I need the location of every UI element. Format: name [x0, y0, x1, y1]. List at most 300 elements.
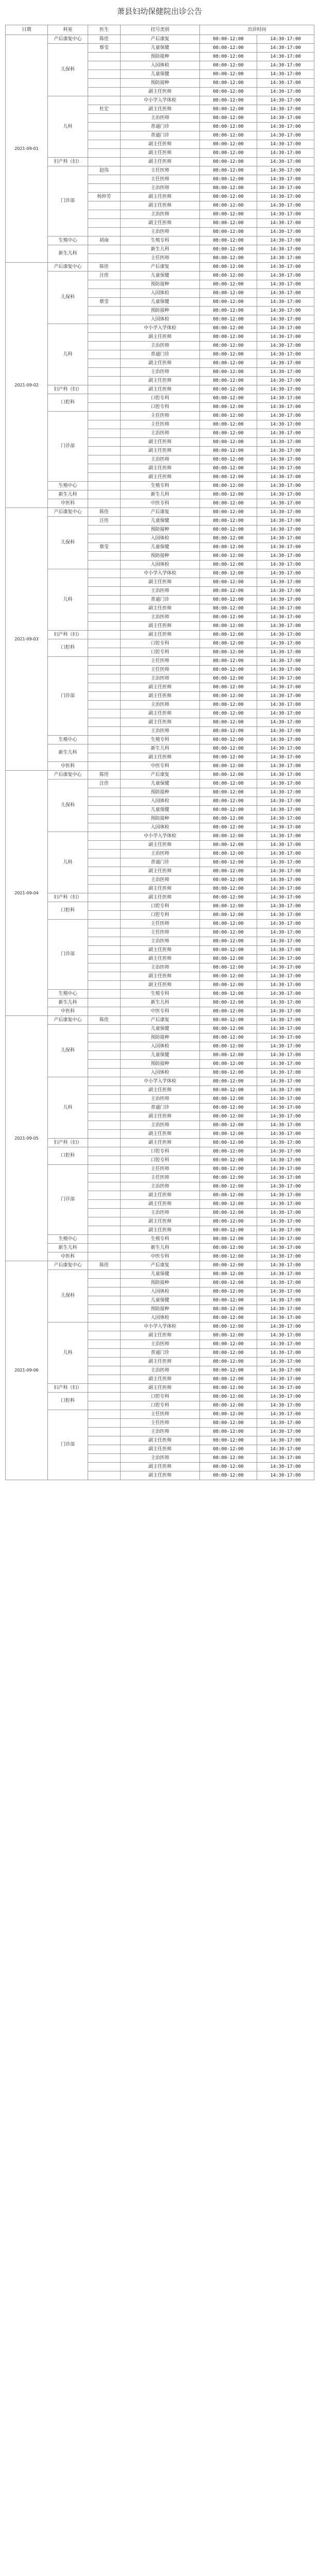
doctor-cell — [88, 1217, 121, 1226]
pm-time-cell: 14:30-17:00 — [257, 245, 314, 254]
type-cell: 主治医师 — [121, 368, 200, 377]
doctor-cell — [88, 1384, 121, 1393]
pm-time-cell: 14:30-17:00 — [257, 1191, 314, 1200]
doctor-cell — [88, 666, 121, 674]
pm-time-cell: 14:30-17:00 — [257, 1471, 314, 1480]
am-time-cell: 08:00-12:00 — [200, 1007, 257, 1016]
doctor-cell — [88, 377, 121, 385]
am-time-cell: 08:00-12:00 — [200, 709, 257, 718]
doctor-cell — [88, 61, 121, 70]
header-date: 日期 — [6, 25, 48, 35]
pm-time-cell: 14:30-17:00 — [257, 1025, 314, 1033]
table-row — [6, 490, 314, 499]
doctor-cell — [88, 175, 121, 184]
page-title: 萧县妇幼保健院出诊公告 — [116, 7, 202, 16]
table-row — [6, 245, 314, 254]
pm-time-cell: 14:30-17:00 — [257, 631, 314, 639]
pm-time-cell: 14:30-17:00 — [257, 1463, 314, 1471]
doctor-cell — [88, 1033, 121, 1042]
am-time-cell: 08:00-12:00 — [200, 762, 257, 771]
am-time-cell: 08:00-12:00 — [200, 1104, 257, 1112]
doctor-cell — [88, 587, 121, 596]
table-row — [6, 893, 314, 902]
pm-time-cell: 14:30-17:00 — [257, 324, 314, 333]
doctor-cell — [88, 342, 121, 350]
type-cell: 副主任医师 — [121, 219, 200, 228]
type-cell: 预防接种 — [121, 552, 200, 561]
table-row — [6, 1393, 314, 1401]
am-time-cell: 08:00-12:00 — [200, 289, 257, 298]
table-row — [6, 1007, 314, 1016]
am-time-cell: 08:00-12:00 — [200, 1182, 257, 1191]
dept-cell: 中医科 — [48, 762, 88, 771]
pm-time-cell: 14:30-17:00 — [257, 1174, 314, 1182]
doctor-cell — [88, 1401, 121, 1410]
type-cell: 副主任医师 — [121, 1384, 200, 1393]
am-time-cell: 08:00-12:00 — [200, 517, 257, 526]
type-cell: 主治医师 — [121, 850, 200, 858]
type-cell: 副主任医师 — [121, 464, 200, 473]
dept-cell: 儿科 — [48, 1077, 88, 1139]
am-time-cell: 08:00-12:00 — [200, 499, 257, 508]
type-cell: 儿童保健 — [121, 1270, 200, 1279]
pm-time-cell: 14:30-17:00 — [257, 298, 314, 307]
doctor-cell — [88, 753, 121, 762]
type-cell: 主任医师 — [121, 1165, 200, 1174]
am-time-cell: 08:00-12:00 — [200, 998, 257, 1007]
pm-time-cell: 14:30-17:00 — [257, 412, 314, 420]
dept-cell: 口腔科 — [48, 1147, 88, 1165]
doctor-cell — [88, 359, 121, 368]
doctor-cell — [88, 1007, 121, 1016]
am-time-cell: 08:00-12:00 — [200, 236, 257, 245]
dept-cell: 门诊部 — [48, 412, 88, 482]
type-cell: 副主任医师 — [121, 709, 200, 718]
table-row — [6, 324, 314, 333]
doctor-cell — [88, 1428, 121, 1436]
pm-time-cell: 14:30-17:00 — [257, 797, 314, 806]
pm-time-cell: 14:30-17:00 — [257, 534, 314, 543]
table-row — [6, 1235, 314, 1244]
type-cell: 主治医师 — [121, 342, 200, 350]
doctor-cell — [88, 307, 121, 315]
pm-time-cell: 14:30-17:00 — [257, 473, 314, 482]
am-time-cell: 08:00-12:00 — [200, 771, 257, 779]
pm-time-cell: 14:30-17:00 — [257, 1349, 314, 1358]
am-time-cell: 08:00-12:00 — [200, 1077, 257, 1086]
doctor-cell — [88, 604, 121, 613]
am-time-cell: 08:00-12:00 — [200, 1069, 257, 1077]
doctor-cell — [88, 79, 121, 88]
doctor-cell — [88, 762, 121, 771]
pm-time-cell: 14:30-17:00 — [257, 385, 314, 394]
am-time-cell: 08:00-12:00 — [200, 1349, 257, 1358]
pm-time-cell: 14:30-17:00 — [257, 832, 314, 841]
table-row — [6, 96, 314, 105]
table-row — [6, 1244, 314, 1252]
am-time-cell: 08:00-12:00 — [200, 245, 257, 254]
am-time-cell: 08:00-12:00 — [200, 639, 257, 648]
type-cell: 副主任医师 — [121, 1217, 200, 1226]
dept-cell: 新生儿科 — [48, 490, 88, 499]
pm-time-cell: 14:30-17:00 — [257, 289, 314, 298]
doctor-cell: 汪佳 — [88, 272, 121, 280]
type-cell: 主任医师 — [121, 420, 200, 429]
doctor-cell — [88, 657, 121, 666]
doctor-cell — [88, 1112, 121, 1121]
am-time-cell: 08:00-12:00 — [200, 823, 257, 832]
doctor-cell — [88, 1165, 121, 1174]
doctor-cell — [88, 1279, 121, 1287]
pm-time-cell: 14:30-17:00 — [257, 815, 314, 823]
pm-time-cell: 14:30-17:00 — [257, 1331, 314, 1340]
pm-time-cell: 14:30-17:00 — [257, 1069, 314, 1077]
am-time-cell: 08:00-12:00 — [200, 946, 257, 955]
doctor-cell: 陈佳 — [88, 1261, 121, 1270]
am-time-cell: 08:00-12:00 — [200, 158, 257, 166]
doctor-cell — [88, 990, 121, 998]
doctor-cell: 陈佳 — [88, 35, 121, 44]
pm-time-cell: 14:30-17:00 — [257, 342, 314, 350]
pm-time-cell: 14:30-17:00 — [257, 359, 314, 368]
am-time-cell: 08:00-12:00 — [200, 806, 257, 815]
am-time-cell: 08:00-12:00 — [200, 1156, 257, 1165]
dept-cell: 妇产科（妇） — [48, 385, 88, 394]
am-time-cell: 08:00-12:00 — [200, 1445, 257, 1454]
am-time-cell: 08:00-12:00 — [200, 1471, 257, 1480]
type-cell: 副主任医师 — [121, 692, 200, 701]
table-row — [6, 762, 314, 771]
pm-time-cell: 14:30-17:00 — [257, 263, 314, 272]
am-time-cell: 08:00-12:00 — [200, 61, 257, 70]
table-row — [6, 35, 314, 44]
type-cell: 入园体检 — [121, 1314, 200, 1323]
doctor-cell — [88, 701, 121, 709]
pm-time-cell: 14:30-17:00 — [257, 963, 314, 972]
pm-time-cell: 14:30-17:00 — [257, 114, 314, 123]
am-time-cell: 08:00-12:00 — [200, 1244, 257, 1252]
type-cell: 生殖专科 — [121, 1235, 200, 1244]
type-cell: 新生儿科 — [121, 490, 200, 499]
type-cell: 预防接种 — [121, 526, 200, 534]
pm-time-cell: 14:30-17:00 — [257, 841, 314, 850]
dept-cell: 妇产科（妇） — [48, 893, 88, 902]
pm-time-cell: 14:30-17:00 — [257, 140, 314, 149]
dept-cell: 儿科 — [48, 832, 88, 893]
pm-time-cell: 14:30-17:00 — [257, 727, 314, 736]
dept-cell: 新生儿科 — [48, 744, 88, 762]
table-row — [6, 1252, 314, 1261]
pm-time-cell: 14:30-17:00 — [257, 517, 314, 526]
type-cell: 副主任医师 — [121, 88, 200, 96]
pm-time-cell: 14:30-17:00 — [257, 920, 314, 928]
doctor-cell — [88, 1156, 121, 1165]
am-time-cell: 08:00-12:00 — [200, 613, 257, 622]
doctor-cell — [88, 1375, 121, 1384]
type-cell: 主治医师 — [121, 937, 200, 946]
am-time-cell: 08:00-12:00 — [200, 552, 257, 561]
type-cell: 中医专科 — [121, 762, 200, 771]
table-row — [6, 639, 314, 648]
pm-time-cell: 14:30-17:00 — [257, 1287, 314, 1296]
type-cell: 主任医师 — [121, 175, 200, 184]
type-cell: 主治医师 — [121, 1454, 200, 1463]
type-cell: 副主任医师 — [121, 1112, 200, 1121]
doctor-cell — [88, 1200, 121, 1209]
doctor-cell — [88, 998, 121, 1007]
type-cell: 产后康复 — [121, 771, 200, 779]
type-cell: 口腔专科 — [121, 1393, 200, 1401]
doctor-cell — [88, 858, 121, 867]
table-row — [6, 920, 314, 928]
pm-time-cell: 14:30-17:00 — [257, 543, 314, 552]
doctor-cell — [88, 1130, 121, 1139]
type-cell: 入园体检 — [121, 823, 200, 832]
doctor-cell — [88, 96, 121, 105]
type-cell: 副主任医师 — [121, 1331, 200, 1340]
am-time-cell: 08:00-12:00 — [200, 447, 257, 455]
type-cell: 副主任医师 — [121, 718, 200, 727]
type-cell: 副主任医师 — [121, 1436, 200, 1445]
am-time-cell: 08:00-12:00 — [200, 631, 257, 639]
pm-time-cell: 14:30-17:00 — [257, 753, 314, 762]
dept-cell: 儿保科 — [48, 1025, 88, 1077]
type-cell: 中医专科 — [121, 499, 200, 508]
am-time-cell: 08:00-12:00 — [200, 561, 257, 569]
pm-time-cell: 14:30-17:00 — [257, 1393, 314, 1401]
am-time-cell: 08:00-12:00 — [200, 788, 257, 797]
am-time-cell: 08:00-12:00 — [200, 604, 257, 613]
am-time-cell: 08:00-12:00 — [200, 972, 257, 981]
table-row — [6, 517, 314, 526]
type-cell: 普通门诊 — [121, 123, 200, 131]
dept-cell: 生殖中心 — [48, 236, 88, 245]
pm-time-cell: 14:30-17:00 — [257, 1244, 314, 1252]
pm-time-cell: 14:30-17:00 — [257, 613, 314, 622]
type-cell: 中小学入学体检 — [121, 1077, 200, 1086]
pm-time-cell: 14:30-17:00 — [257, 779, 314, 788]
am-time-cell: 08:00-12:00 — [200, 587, 257, 596]
type-cell: 预防接种 — [121, 1305, 200, 1314]
dept-cell: 新生儿科 — [48, 1244, 88, 1252]
pm-time-cell: 14:30-17:00 — [257, 806, 314, 815]
am-time-cell: 08:00-12:00 — [200, 744, 257, 753]
doctor-cell — [88, 596, 121, 604]
pm-time-cell: 14:30-17:00 — [257, 771, 314, 779]
type-cell: 生殖专科 — [121, 990, 200, 998]
doctor-cell — [88, 114, 121, 123]
pm-time-cell: 14:30-17:00 — [257, 61, 314, 70]
type-cell: 副主任医师 — [121, 604, 200, 613]
doctor-cell: 汪佳 — [88, 517, 121, 526]
doctor-cell: 蔡莹 — [88, 44, 121, 53]
am-time-cell: 08:00-12:00 — [200, 1270, 257, 1279]
am-time-cell: 08:00-12:00 — [200, 596, 257, 604]
pm-time-cell: 14:30-17:00 — [257, 201, 314, 210]
doctor-cell — [88, 324, 121, 333]
type-cell: 副主任医师 — [121, 1358, 200, 1366]
type-cell: 预防接种 — [121, 79, 200, 88]
dept-cell: 口腔科 — [48, 1393, 88, 1410]
doctor-cell — [88, 963, 121, 972]
doctor-cell — [88, 1191, 121, 1200]
pm-time-cell: 14:30-17:00 — [257, 1226, 314, 1235]
type-cell: 副主任医师 — [121, 1086, 200, 1095]
pm-time-cell: 14:30-17:00 — [257, 1147, 314, 1156]
pm-time-cell: 14:30-17:00 — [257, 254, 314, 263]
doctor-cell — [88, 885, 121, 893]
pm-time-cell: 14:30-17:00 — [257, 499, 314, 508]
am-time-cell: 08:00-12:00 — [200, 578, 257, 587]
doctor-cell — [88, 245, 121, 254]
am-time-cell: 08:00-12:00 — [200, 666, 257, 674]
type-cell: 副主任医师 — [121, 578, 200, 587]
pm-time-cell: 14:30-17:00 — [257, 981, 314, 990]
pm-time-cell: 14:30-17:00 — [257, 1060, 314, 1069]
dept-cell: 儿科 — [48, 96, 88, 158]
pm-time-cell: 14:30-17:00 — [257, 307, 314, 315]
doctor-cell — [88, 692, 121, 701]
am-time-cell: 08:00-12:00 — [200, 263, 257, 272]
doctor-cell — [88, 1095, 121, 1104]
pm-time-cell: 14:30-17:00 — [257, 946, 314, 955]
am-time-cell: 08:00-12:00 — [200, 254, 257, 263]
type-cell: 产后康复 — [121, 508, 200, 517]
pm-time-cell: 14:30-17:00 — [257, 1410, 314, 1419]
type-cell: 儿童保健 — [121, 779, 200, 788]
pm-time-cell: 14:30-17:00 — [257, 1270, 314, 1279]
type-cell: 中小学入学体检 — [121, 832, 200, 841]
am-time-cell: 08:00-12:00 — [200, 893, 257, 902]
doctor-cell — [88, 490, 121, 499]
dept-cell: 口腔科 — [48, 902, 88, 920]
pm-time-cell: 14:30-17:00 — [257, 850, 314, 858]
pm-time-cell: 14:30-17:00 — [257, 88, 314, 96]
type-cell: 口腔专科 — [121, 1401, 200, 1410]
am-time-cell: 08:00-12:00 — [200, 438, 257, 447]
date-cell: 2021-09-03 — [6, 508, 48, 771]
am-time-cell: 08:00-12:00 — [200, 1296, 257, 1305]
doctor-cell — [88, 893, 121, 902]
table-row — [6, 736, 314, 744]
am-time-cell: 08:00-12:00 — [200, 1401, 257, 1410]
am-time-cell: 08:00-12:00 — [200, 1235, 257, 1244]
table-row — [6, 236, 314, 245]
pm-time-cell: 14:30-17:00 — [257, 438, 314, 447]
doctor-cell — [88, 788, 121, 797]
pm-time-cell: 14:30-17:00 — [257, 368, 314, 377]
pm-time-cell: 14:30-17:00 — [257, 823, 314, 832]
type-cell: 副主任医师 — [121, 841, 200, 850]
am-time-cell: 08:00-12:00 — [200, 990, 257, 998]
type-cell: 中小学入学体检 — [121, 324, 200, 333]
pm-time-cell: 14:30-17:00 — [257, 1130, 314, 1139]
table-row — [6, 1077, 314, 1086]
pm-time-cell: 14:30-17:00 — [257, 639, 314, 648]
pm-time-cell: 14:30-17:00 — [257, 1279, 314, 1287]
doctor-cell: 陈佳 — [88, 508, 121, 517]
pm-time-cell: 14:30-17:00 — [257, 876, 314, 885]
type-cell: 主治医师 — [121, 876, 200, 885]
am-time-cell: 08:00-12:00 — [200, 727, 257, 736]
doctor-cell — [88, 1349, 121, 1358]
pm-time-cell: 14:30-17:00 — [257, 858, 314, 867]
am-time-cell: 08:00-12:00 — [200, 701, 257, 709]
doctor-cell — [88, 1331, 121, 1340]
date-cell: 2021-09-06 — [6, 1261, 48, 1480]
pm-time-cell: 14:30-17:00 — [257, 272, 314, 280]
pm-time-cell: 14:30-17:00 — [257, 1340, 314, 1349]
type-cell: 中小学入学体检 — [121, 569, 200, 578]
doctor-cell — [88, 184, 121, 193]
table-row — [6, 272, 314, 280]
dept-cell: 妇产科（妇） — [48, 1139, 88, 1147]
doctor-cell — [88, 123, 121, 131]
am-time-cell: 08:00-12:00 — [200, 123, 257, 131]
pm-time-cell: 14:30-17:00 — [257, 701, 314, 709]
doctor-cell — [88, 1139, 121, 1147]
type-cell: 新生儿科 — [121, 1244, 200, 1252]
doctor-cell — [88, 1366, 121, 1375]
am-time-cell: 08:00-12:00 — [200, 867, 257, 876]
type-cell: 副主任医师 — [121, 981, 200, 990]
dept-cell: 口腔科 — [48, 639, 88, 657]
doctor-cell — [88, 315, 121, 324]
doctor-cell — [88, 727, 121, 736]
table-row — [6, 569, 314, 578]
am-time-cell: 08:00-12:00 — [200, 1130, 257, 1139]
doctor-cell — [88, 429, 121, 438]
pm-time-cell: 14:30-17:00 — [257, 184, 314, 193]
doctor-cell — [88, 1436, 121, 1445]
am-time-cell: 08:00-12:00 — [200, 1051, 257, 1060]
type-cell: 儿童保健 — [121, 298, 200, 307]
dept-cell: 儿保科 — [48, 779, 88, 832]
am-time-cell: 08:00-12:00 — [200, 455, 257, 464]
doctor-cell — [88, 1454, 121, 1463]
type-cell: 入园体检 — [121, 1042, 200, 1051]
table-row — [6, 385, 314, 394]
am-time-cell: 08:00-12:00 — [200, 1436, 257, 1445]
type-cell: 主任医师 — [121, 928, 200, 937]
am-time-cell: 08:00-12:00 — [200, 131, 257, 140]
type-cell: 口腔专科 — [121, 648, 200, 657]
doctor-cell — [88, 1077, 121, 1086]
dept-cell: 儿科 — [48, 569, 88, 631]
type-cell: 主治医师 — [121, 1095, 200, 1104]
type-cell: 普通门诊 — [121, 1104, 200, 1112]
am-time-cell: 08:00-12:00 — [200, 403, 257, 412]
pm-time-cell: 14:30-17:00 — [257, 718, 314, 727]
pm-time-cell: 14:30-17:00 — [257, 96, 314, 105]
am-time-cell: 08:00-12:00 — [200, 1086, 257, 1095]
type-cell: 预防接种 — [121, 53, 200, 61]
doctor-cell — [88, 1463, 121, 1471]
table-row — [6, 998, 314, 1007]
doctor-cell — [88, 867, 121, 876]
type-cell: 新生儿科 — [121, 998, 200, 1007]
am-time-cell: 08:00-12:00 — [200, 149, 257, 158]
doctor-cell — [88, 1209, 121, 1217]
schedule-body — [6, 35, 314, 1480]
type-cell: 儿童保健 — [121, 806, 200, 815]
type-cell: 入园体检 — [121, 61, 200, 70]
pm-time-cell: 14:30-17:00 — [257, 1358, 314, 1366]
doctor-cell — [88, 1060, 121, 1069]
dept-cell: 门诊部 — [48, 657, 88, 736]
doctor-cell — [88, 823, 121, 832]
pm-time-cell: 14:30-17:00 — [257, 464, 314, 473]
